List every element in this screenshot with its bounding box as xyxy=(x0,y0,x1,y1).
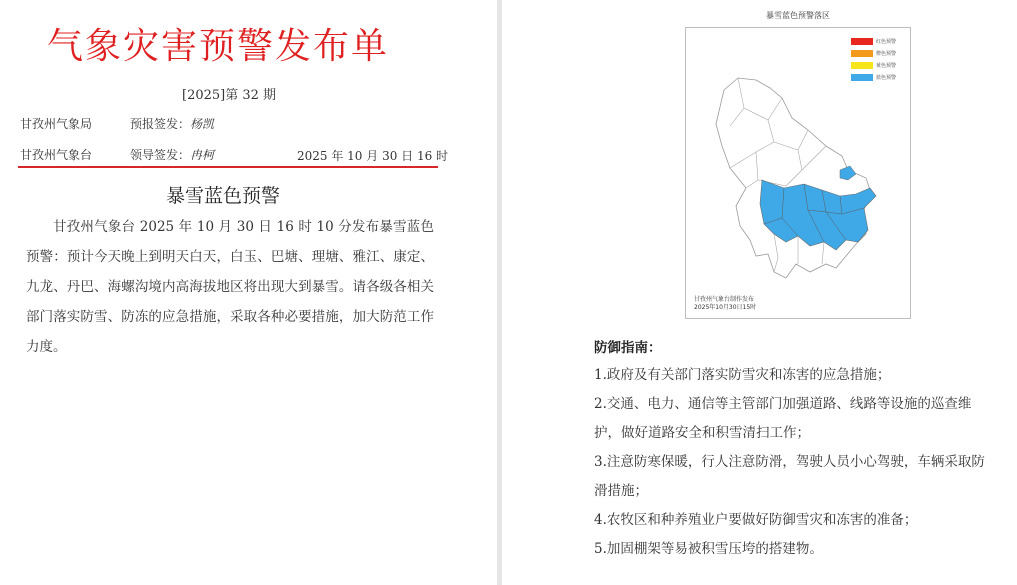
guide-list xyxy=(594,361,994,564)
org-station: 甘孜州气象台 xyxy=(20,148,93,162)
legend-swatch-orange xyxy=(851,50,873,57)
signature-row-leader xyxy=(20,146,300,163)
guide-item: 4.农牧区和种养殖业户要做好防御雪灾和冻害的准备； xyxy=(594,512,918,528)
warning-map xyxy=(685,11,911,319)
forecast-sign-label: 预报签发： xyxy=(130,117,191,131)
legend-swatch-red xyxy=(851,38,873,45)
legend-swatch-yellow xyxy=(851,62,873,69)
guide-item: 1.政府及有关部门落实防雪灾和冻害的应急措施； xyxy=(594,367,891,383)
guide-item: 5.加固棚架等易被积雪压垮的搭建物。 xyxy=(594,541,823,557)
leader-sign-label: 领导签发： xyxy=(130,148,191,162)
guide-title: 防御指南： xyxy=(594,340,662,356)
document-title: 气象灾害预警发布单 xyxy=(47,26,390,67)
map-title: 暴雪蓝色预警落区 xyxy=(766,11,830,20)
warning-title: 暴雪蓝色预警 xyxy=(166,185,281,207)
legend-item-orange: 橙色预警 xyxy=(851,48,896,59)
leader-signer: 冉柯 xyxy=(190,148,215,162)
org-bureau: 甘孜州气象局 xyxy=(20,117,93,131)
guide-item: 3.注意防寒保暖，行人注意防滑，驾驶人员小心驾驶，车辆采取防滑措施； xyxy=(594,454,985,499)
legend-item-red: 红色预警 xyxy=(851,36,896,47)
signature-row-forecast xyxy=(20,115,300,132)
issue-number: [2025]第 32 期 xyxy=(182,88,277,103)
legend-item-yellow: 黄色预警 xyxy=(851,60,896,71)
map-legend xyxy=(851,36,896,84)
guide-item: 2.交通、电力、通信等主管部门加强道路、线路等设施的巡查维护，做好道路安全和积雪清扫工作； xyxy=(594,396,972,441)
legend-swatch-blue xyxy=(851,74,873,81)
left-page xyxy=(0,0,497,585)
header-divider xyxy=(18,166,438,168)
issue-time: 2025 年 10 月 30 日 16 时 xyxy=(297,149,449,163)
forecast-signer: 杨凯 xyxy=(190,117,215,131)
legend-item-blue: 蓝色预警 xyxy=(851,72,896,83)
map-credit: 甘孜州气象台制作发布 2025年10月30日15时 xyxy=(694,296,757,311)
warning-body: 甘孜州气象台 2025 年 10 月 30 日 16 时 10 分发布暴雪蓝色预警：预计今天晚上到明天白天，白玉、巴塘、理塘、雅江、康定、九龙、丹巴、海螺沟境内高海拔地区将出现大到暴雪。请各级各相关部门落实防雪、防冻的应急措施，采取各种必要措施，加大防范工作力度。 xyxy=(26,219,434,355)
